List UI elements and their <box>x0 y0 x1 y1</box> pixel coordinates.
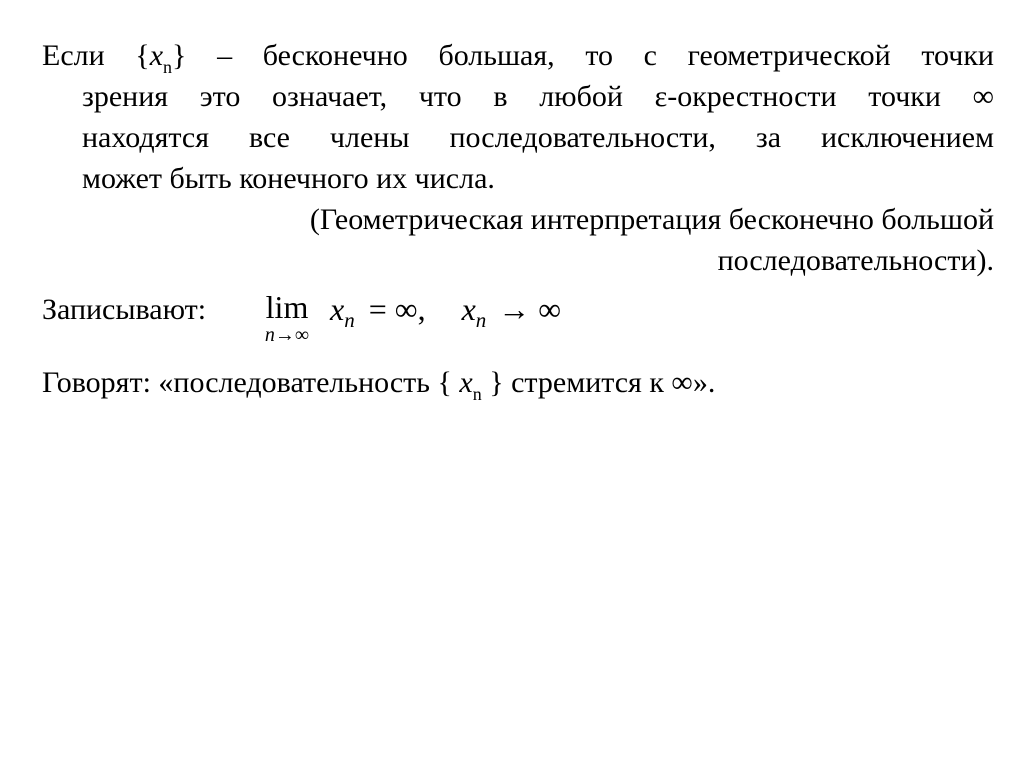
epsilon-symbol: ε <box>654 80 668 113</box>
p1-line2-tail: -окрестности точки ∞ <box>667 80 994 113</box>
saying-line <box>42 365 715 404</box>
formula-eq: = ∞, <box>368 291 426 327</box>
paragraph1-line2 <box>82 79 994 115</box>
formula-expression <box>330 291 561 331</box>
saying-x-var: x <box>459 366 473 399</box>
p1-x-var: x <box>149 39 164 72</box>
p1-line4-text: может быть конечного их числа. <box>82 162 495 195</box>
saying-n-subscript: n <box>472 384 482 404</box>
lim-under-n: n <box>264 324 275 346</box>
p1-n-subscript: n <box>163 57 173 77</box>
formula-label <box>42 292 206 328</box>
p1-line2-head: зрения это означает, что в любой <box>82 80 655 113</box>
lim-subscript <box>252 324 322 346</box>
caption-line1-text: (Геометрическая интерпретация бесконечно большой <box>309 203 994 236</box>
lim-under-inf: ∞ <box>294 324 310 346</box>
paragraph1-line4 <box>82 161 495 197</box>
formula-n1: n <box>344 308 355 332</box>
formula-n2: n <box>475 308 487 332</box>
paragraph1-line1 <box>42 38 994 77</box>
p1-lead: Если { <box>42 39 150 72</box>
formula-arrow: → ∞ <box>498 291 562 327</box>
saying-lead: Говорят: «последовательность { <box>42 366 460 399</box>
paragraph1-line3 <box>82 120 994 156</box>
formula-x2: x <box>461 291 476 327</box>
formula-label-text: Записывают: <box>42 293 207 326</box>
lim-under-arrow: → <box>274 324 295 346</box>
p1-line3-text: находятся все члены последовательности, за исключением <box>82 121 994 154</box>
lim-word: lim <box>265 289 309 325</box>
lim-operator <box>252 290 322 346</box>
saying-tail: } стремится к ∞». <box>481 366 716 399</box>
formula-x1: x <box>330 291 345 327</box>
caption-line2-text: последовательности). <box>717 244 994 277</box>
caption-line1 <box>150 202 994 238</box>
p1-tail: } – бесконечно большая, то с геометрической точки <box>172 39 994 72</box>
caption-line2 <box>150 243 994 279</box>
